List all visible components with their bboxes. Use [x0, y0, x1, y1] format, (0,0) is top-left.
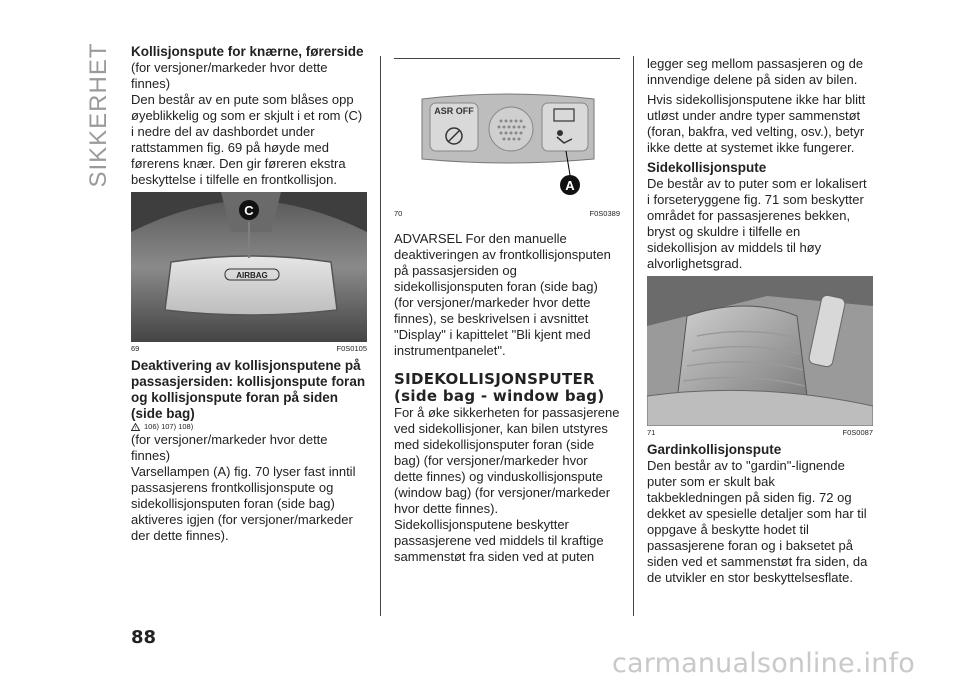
- asr-off-label: ASR OFF: [434, 106, 474, 116]
- reference-numbers: 106) 107) 108): [144, 422, 194, 431]
- callout-a: A: [565, 178, 575, 193]
- paragraph: legger seg mellom passasjeren og de innvendige delene på siden av bilen.: [647, 56, 864, 87]
- figure-code: F0S0389: [589, 209, 620, 218]
- paragraph: (for versjoner/markeder hvor dette finnes): [131, 432, 328, 463]
- callout-c: C: [244, 203, 254, 218]
- figure-69: [131, 192, 367, 354]
- paragraph: Sidekollisjonsputene beskytter passasjerene ved middels til kraftige sammenstøt fra siden ved at puten: [394, 517, 604, 564]
- knee-airbag-illustration: [131, 192, 367, 342]
- section-tab-label: SIKKERHET: [85, 42, 112, 188]
- heading-knee-airbag: Kollisjonspute for knærne, førerside: [131, 44, 364, 59]
- warning-refs: [131, 422, 367, 432]
- figure-number: 69: [131, 344, 140, 353]
- figure-71: [647, 276, 873, 438]
- column-divider: [380, 56, 381, 616]
- figure-code: F0S0105: [336, 344, 367, 353]
- column-2: [394, 58, 620, 565]
- paragraph: For å øke sikkerheten for passasjerene ved sidekollisjoner, kan bilen utstyres med sidekollisjonsputer foran (side bag) (for versjoner/markeder hvor dette finnes) og vinduskollisjonspute (window bag) (for versjoner/markeder hvor dette finnes).: [394, 405, 620, 516]
- seat-airbag-illustration: [647, 276, 873, 426]
- section-tab: [84, 40, 114, 190]
- figure-70: [394, 59, 620, 219]
- paragraph: Den består av en pute som blåses opp øyeblikkelig og som er skjult i et rom (C) i nedre del av dashbordet under rattstammen fig. 69 på høyde med førerens knær. Den gir føreren ekstra beskyttelse i tilfelle en frontkollisjon.: [131, 92, 363, 187]
- paragraph: (for versjoner/markeder hvor dette finnes): [131, 60, 328, 91]
- figure-number: 71: [647, 428, 656, 437]
- warning-triangle-icon: [131, 423, 140, 431]
- column-1: [131, 44, 367, 544]
- heading-curtain-airbag: Gardinkollisjonspute: [647, 442, 782, 457]
- airbag-label: AIRBAG: [236, 271, 268, 280]
- page-number: 88: [131, 627, 157, 648]
- speaker-grille: [489, 107, 533, 151]
- paragraph: Varsellampen (A) fig. 70 lyser fast inntil passasjerens frontkollisjonspute og sidekollisjonsputen foran (side bag) aktiveres igjen (for versjoner/markeder der dette finnes).: [131, 464, 356, 543]
- paragraph: Hvis sidekollisjonsputene ikke har blitt utløst under andre typer sammenstøt (foran, bakfra, ved velting, osv.), betyr ikke dette at systemet ikke fungerer.: [647, 92, 866, 155]
- heading-side-airbag: Sidekollisjonspute: [647, 160, 767, 175]
- dashboard-buttons-illustration: [394, 59, 620, 207]
- column-3: [647, 56, 873, 586]
- figure-code: F0S0087: [842, 428, 873, 437]
- watermark: carmanualsonline.info: [612, 648, 915, 679]
- airbag-off-icon: [557, 130, 563, 136]
- paragraph: Den består av to "gardin"-lignende puter som er skult bak takbekledningen på siden fig. 72 og dekket av spesielle detaljer som har til oppgave å beskytte hodet til passasjerene foran og i baksetet på siden ved et sammenstøt fra siden, da de utvikler en stor beskyttelsesflate.: [647, 458, 868, 585]
- svg-text:!: !: [134, 425, 137, 431]
- heading-deactivation: Deaktivering av kollisjonsputene på passasjersiden: kollisjonspute foran og kollisjonspute foran på siden (side bag): [131, 358, 366, 421]
- heading-side-airbags: SIDEKOLLISJONSPUTER (side bag - window bag): [394, 370, 605, 405]
- paragraph: De består av to puter som er lokalisert i forseteryggene fig. 71 som beskytter området for passasjerenes bekken, bryst og skuldre i tilfelle en sidekollisjon av middels til høy alvorlighetsgrad.: [647, 176, 867, 271]
- paragraph-warning: ADVARSEL For den manuelle deaktiveringen av frontkollisjonsputen på passasjersiden og sidekollisjonsputen foran (side bag) (for versjoner/markeder hvor dette finnes), se beskrivelsen i avsnittet "Display" i kapittelet "Bli kjent med instrumentpanelet".: [394, 231, 611, 358]
- figure-number: 70: [394, 209, 403, 218]
- column-divider: [633, 56, 634, 616]
